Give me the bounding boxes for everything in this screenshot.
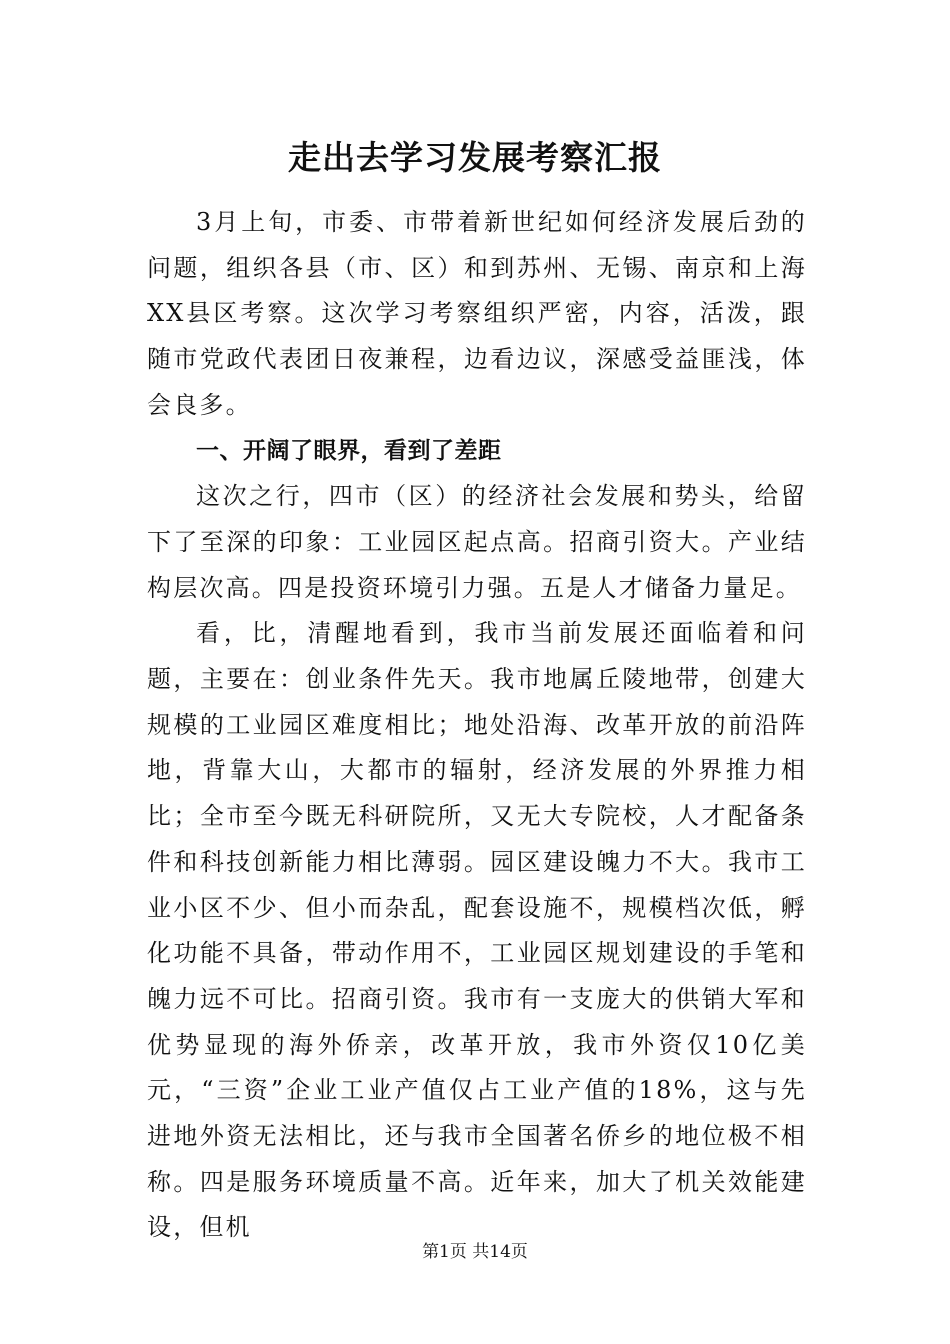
- section-heading: 一、开阔了眼界，看到了差距: [196, 437, 502, 464]
- document-title: 走出去学习发展考察汇报: [288, 138, 662, 177]
- document-body: [147, 200, 807, 1251]
- paragraph-intro: 3月上旬，市委、市带着新世纪如何经济发展后劲的问题，组织各县（市、区）和到苏州、无锡、南京和上海XX县区考察。这次学习考察组织严密，内容，活泼，跟随市党政代表团日夜兼程，边看边议，深感受益匪浅，体会良多。: [147, 208, 807, 419]
- page-number: 第1页 共14页: [422, 1242, 528, 1262]
- paragraph-impressions: 这次之行，四市（区）的经济社会发展和势头，给留下了至深的印象：工业园区起点高。招商引资大。产业结构层次高。四是投资环境引力强。五是人才储备力量足。: [147, 482, 807, 602]
- paragraph-gaps: 看，比，清醒地看到，我市当前发展还面临着和问题，主要在：创业条件先天。我市地属丘陵地带，创建大规模的工业园区难度相比；地处沿海、改革开放的前沿阵地，背靠大山，大都市的辐射，经济发展的外界推力相比；全市至今既无科研院所，又无大专院校，人才配备条件和科技创新能力相比薄弱。园区建设魄力不大。我市工业小区不少、但小而杂乱，配套设施不，规模档次低，孵化功能不具备，带动作用不，工业园区规划建设的手笔和魄力远不可比。招商引资。我市有一支庞大的供销大军和优势显现的海外侨亲，改革开放，我市外资仅10亿美元，“三资”企业工业产值仅占工业产值的18%，这与先进地外资无法相比，还与我市全国著名侨乡的地位极不相称。四是服务环境质量不高。近年来，加大了机关效能建设，但机: [147, 619, 807, 1242]
